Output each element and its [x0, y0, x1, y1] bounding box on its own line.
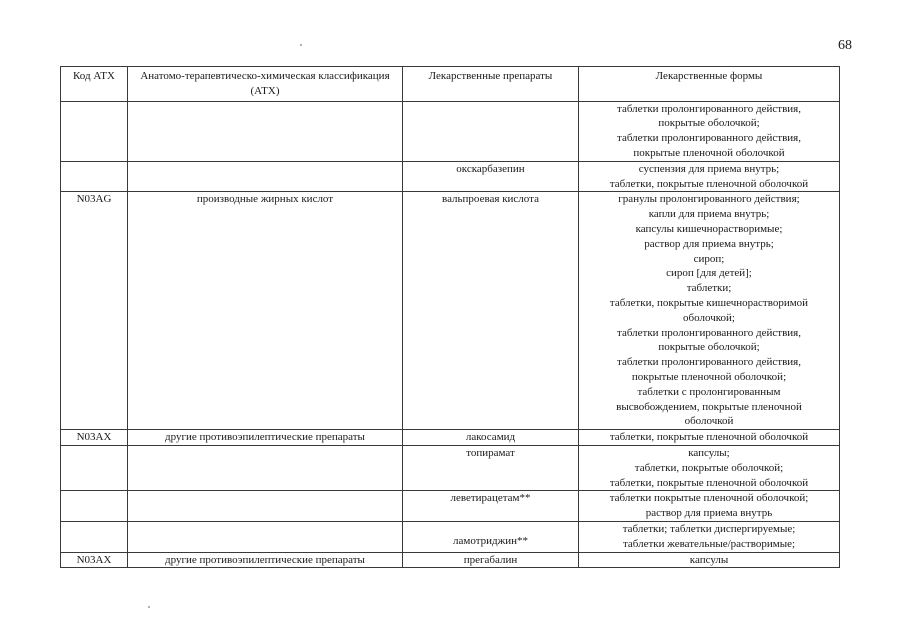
dosage-form-line: таблетки с пролонгированным	[637, 385, 781, 398]
table-row	[61, 552, 840, 568]
dosage-form-line: оболочкой;	[683, 311, 735, 324]
cell-classification: другие противоэпилептические препараты	[128, 430, 403, 446]
cell-drug: леветирацетам**	[403, 491, 579, 522]
dosage-form-line: таблетки, покрытые пленочной оболочкой	[609, 476, 809, 489]
table-row	[61, 491, 840, 522]
cell-classification	[128, 101, 403, 161]
dosage-form-line: таблетки покрытые пленочной оболочкой;	[609, 492, 809, 505]
table-row	[61, 101, 840, 161]
dosage-form-line: таблетки, покрытые кишечнорастворимой	[609, 296, 809, 309]
cell-forms	[579, 445, 840, 490]
cell-classification: другие противоэпилептические препараты	[128, 552, 403, 568]
table-body	[61, 101, 840, 568]
cell-drug: вальпроевая кислота	[403, 192, 579, 430]
dosage-form-line: таблетки пролонгированного действия,	[617, 356, 801, 369]
dosage-form-line: капсулы	[689, 553, 729, 566]
cell-code	[61, 445, 128, 490]
scan-speck	[148, 606, 150, 608]
table-row	[61, 430, 840, 446]
dosage-form-line: таблетки жевательные/растворимые;	[622, 537, 796, 550]
dosage-form-line: таблетки; таблетки диспергируемые;	[622, 522, 796, 535]
cell-forms	[579, 101, 840, 161]
dosage-form-line: таблетки пролонгированного действия,	[617, 102, 801, 115]
cell-forms	[579, 161, 840, 192]
cell-forms	[579, 430, 840, 446]
dosage-form-line: покрытые пленочной оболочкой;	[631, 370, 787, 383]
cell-forms	[579, 192, 840, 430]
cell-classification: производные жирных кислот	[128, 192, 403, 430]
table-row	[61, 445, 840, 490]
dosage-form-line: покрытые оболочкой;	[658, 341, 760, 354]
dosage-form-line: капли для приема внутрь;	[648, 208, 770, 221]
header-classification: Анатомо-терапевтическо-химическая классификация (АТХ)	[128, 67, 403, 102]
cell-forms	[579, 552, 840, 568]
cell-classification	[128, 491, 403, 522]
cell-code: N03AX	[61, 552, 128, 568]
dosage-form-line: сироп;	[693, 252, 725, 265]
cell-code	[61, 521, 128, 552]
scan-speck	[300, 44, 302, 46]
cell-classification	[128, 521, 403, 552]
header-code: Код АТХ	[61, 67, 128, 102]
dosage-form-line: высвобождением, покрытые пленочной	[616, 400, 802, 413]
header-forms: Лекарственные формы	[579, 67, 840, 102]
header-drugs: Лекарственные препараты	[403, 67, 579, 102]
cell-drug	[403, 101, 579, 161]
cell-forms	[579, 521, 840, 552]
dosage-form-line: таблетки, покрытые пленочной оболочкой	[609, 431, 809, 444]
dosage-form-line: таблетки, покрытые пленочной оболочкой	[609, 177, 809, 190]
dosage-form-line: оболочкой	[684, 415, 734, 428]
dosage-form-line: таблетки;	[686, 282, 732, 295]
atc-drug-table	[60, 66, 840, 568]
cell-classification	[128, 161, 403, 192]
dosage-form-line: таблетки пролонгированного действия,	[617, 326, 801, 339]
dosage-form-line: таблетки, покрытые оболочкой;	[634, 461, 784, 474]
dosage-form-line: капсулы кишечнорастворимые;	[635, 222, 783, 235]
dosage-form-line: сироп [для детей];	[666, 267, 752, 280]
cell-drug: ламотриджин**	[403, 521, 579, 552]
table-header-row	[61, 67, 840, 102]
table-row	[61, 521, 840, 552]
cell-drug: окскарбазепин	[403, 161, 579, 192]
page-number: 68	[838, 38, 852, 53]
cell-drug: топирамат	[403, 445, 579, 490]
dosage-form-line: покрытые пленочной оболочкой	[633, 146, 785, 159]
cell-drug: лакосамид	[403, 430, 579, 446]
cell-classification	[128, 445, 403, 490]
cell-code: N03AG	[61, 192, 128, 430]
dosage-form-line: раствор для приема внутрь;	[644, 237, 774, 250]
cell-code	[61, 491, 128, 522]
dosage-form-line: суспензия для приема внутрь;	[638, 162, 780, 175]
dosage-form-line: раствор для приема внутрь	[645, 507, 773, 520]
cell-drug: прегабалин	[403, 552, 579, 568]
dosage-form-line: покрытые оболочкой;	[658, 117, 760, 130]
cell-code: N03AX	[61, 430, 128, 446]
cell-code	[61, 101, 128, 161]
dosage-form-line: гранулы пролонгированного действия;	[618, 193, 800, 206]
dosage-form-line: таблетки пролонгированного действия,	[617, 132, 801, 145]
cell-code	[61, 161, 128, 192]
dosage-form-line: капсулы;	[688, 446, 730, 459]
table-row	[61, 192, 840, 430]
table-row	[61, 161, 840, 192]
cell-forms	[579, 491, 840, 522]
